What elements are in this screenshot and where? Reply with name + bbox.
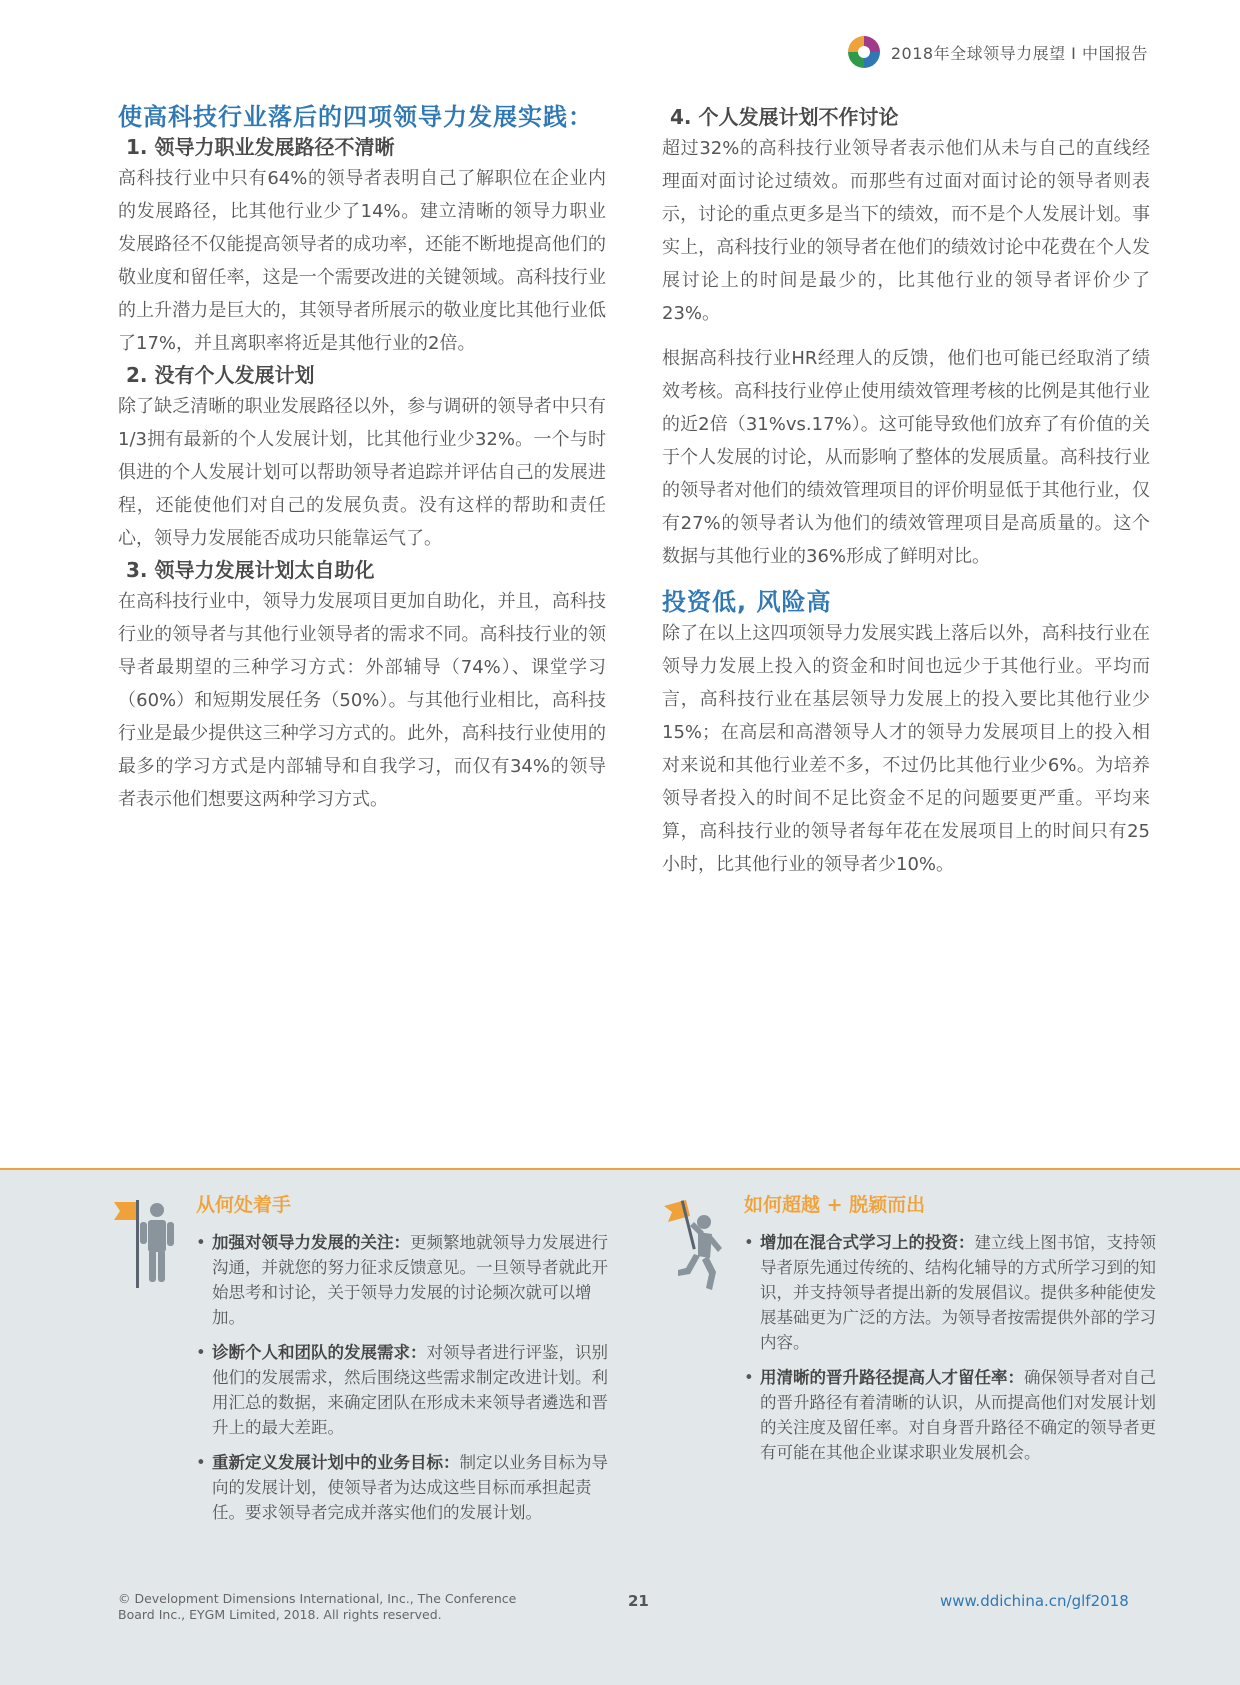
item-4-title: 4. 个人发展计划不作讨论: [670, 105, 899, 129]
item-3-paragraph: 在高科技行业中，领导力发展项目更加自助化，并且，高科技行业的领导者与其他行业领导者的需求不同。高科技行业的领导者最期望的三种学习方式：外部辅导（74%）、课堂学习（60%）和短期发展任务（50%）。与其他行业相比，高科技行业是最少提供这三种学习方式的。此外，高科技行业使用的最多的学习方式是内部辅导和自我学习，而仅有34%的领导者表示他们想要这两种学习方式。: [118, 591, 606, 810]
item-3-title: 3. 领导力发展计划太自助化: [126, 558, 375, 582]
bullet-label: 增加在混合式学习上的投资：: [760, 1233, 975, 1252]
section-heading-four-practices: 使高科技行业落后的四项领导力发展实践：: [118, 103, 593, 131]
bullet-label: 诊断个人和团队的发展需求：: [212, 1343, 427, 1362]
copyright-line-1: © Development Dimensions International, Inc., The Conference: [118, 1591, 517, 1606]
bullet-label: 重新定义发展计划中的业务目标：: [212, 1453, 460, 1472]
running-person-flag-icon: [660, 1196, 730, 1296]
standing-person-flag-icon: [112, 1196, 182, 1296]
right-column: [662, 102, 1150, 881]
bullet-text: 制定以业务目标为导向的发展计划，使领导者为达成这些目标而承担起责任。要求领导者完成并落实他们的发展计划。: [212, 1453, 608, 1522]
list-item: [212, 1340, 622, 1440]
left-column: [118, 102, 606, 816]
copyright-line-2: Board Inc., EYGM Limited, 2018. All rights reserved.: [118, 1607, 442, 1622]
how-to-excel-title: 如何超越 + 脱颖而出: [744, 1194, 926, 1216]
item-4-paragraph-1: 超过32%的高科技行业领导者表示他们从未与自己的直线经理面对面讨论过绩效。而那些有过面对面讨论的领导者则表示，讨论的重点更多是当下的绩效，而不是个人发展计划。事实上，高科技行业的领导者在他们的绩效讨论中花费在个人发展讨论上的时间是最少的，比其他行业的领导者评价少了23%。: [662, 138, 1150, 324]
item-4-paragraph-2: 根据高科技行业HR经理人的反馈，他们也可能已经取消了绩效考核。高科技行业停止使用绩效管理考核的比例是其他行业的近2倍（31%vs.17%）。这可能导致他们放弃了有价值的关于个人发展的讨论，从而影响了整体的发展质量。高科技行业的领导者对他们的绩效管理项目的评价明显低于其他行业，仅有27%的领导者认为他们的绩效管理项目是高质量的。这个数据与其他行业的36%形成了鲜明对比。: [662, 348, 1150, 567]
where-to-start-title: 从何处着手: [196, 1194, 292, 1216]
section-heading-low-investment: 投资低, 风险高: [662, 588, 832, 616]
page-number: 21: [628, 1592, 649, 1610]
list-item: [760, 1365, 1170, 1465]
page-header: [847, 34, 1148, 70]
bullet-label: 用清晰的晋升路径提高人才留任率：: [760, 1368, 1024, 1387]
bullet-text: 对领导者进行评鉴，识别他们的发展需求，然后围绕这些需求制定改进计划。利用汇总的数据，来确定团队在形成未来领导者遴选和晋升上的最大差距。: [212, 1343, 608, 1437]
item-1-title: 1. 领导力职业发展路径不清晰: [126, 135, 395, 159]
report-title: 2018年全球领导力展望 I 中国报告: [890, 43, 1148, 63]
item-2-title: 2. 没有个人发展计划: [126, 363, 315, 387]
list-item: [212, 1230, 622, 1330]
investment-paragraph: 除了在以上这四项领导力发展实践上落后以外，高科技行业在领导力发展上投入的资金和时间也远少于其他行业。平均而言，高科技行业在基层领导力发展上的投入要比其他行业少15%；在高层和高潜领导人才的领导力发展项目上的投入相对来说和其他行业差不多，不过仍比其他行业少6%。为培养领导者投入的时间不足比资金不足的问题要更严重。平均来算，高科技行业的领导者每年花在发展项目上的时间只有25小时，比其他行业的领导者少10%。: [662, 623, 1150, 875]
bullet-text: 建立线上图书馆，支持领导者原先通过传统的、结构化辅导的方式所学习到的知识，并支持领导者提出新的发展倡议。提供多种能使发展基础更为广泛的方法。为领导者按需提供外部的学习内容。: [760, 1233, 1156, 1352]
item-1-paragraph: 高科技行业中只有64%的领导者表明自己了解职位在企业内的发展路径，比其他行业少了14%。建立清晰的领导力职业发展路径不仅能提高领导者的成功率，还能不断地提高他们的敬业度和留任率，这是一个需要改进的关键领域。高科技行业的上升潜力是巨大的，其领导者所展示的敬业度比其他行业低了17%，并且离职率将近是其他行业的2倍。: [118, 168, 606, 354]
where-to-start-list: [196, 1230, 622, 1535]
item-2-paragraph: 除了缺乏清晰的职业发展路径以外，参与调研的领导者中只有1/3拥有最新的个人发展计划，比其他行业少32%。一个与时俱进的个人发展计划可以帮助领导者追踪并评估自己的发展进程，还能使他们对自己的发展负责。没有这样的帮助和责任心，领导力发展能否成功只能靠运气了。: [118, 396, 606, 549]
list-item: [212, 1450, 622, 1525]
copyright: [118, 1591, 538, 1623]
recommendations-panel: [0, 1168, 1240, 1685]
ddi-logo-icon: [847, 35, 881, 69]
how-to-excel-list: [744, 1230, 1170, 1475]
website-link[interactable]: www.ddichina.cn/glf2018: [940, 1592, 1129, 1610]
bullet-text: 确保领导者对自己的晋升路径有着清晰的认识，从而提高他们对发展计划的关注度及留任率。对自身晋升路径不确定的领导者更有可能在其他企业谋求职业发展机会。: [760, 1368, 1156, 1462]
bullet-text: 更频繁地就领导力发展进行沟通，并就您的努力征求反馈意见。一旦领导者就此开始思考和讨论，关于领导力发展的讨论频次就可以增加。: [212, 1233, 608, 1327]
list-item: [760, 1230, 1170, 1355]
bullet-label: 加强对领导力发展的关注：: [212, 1233, 410, 1252]
